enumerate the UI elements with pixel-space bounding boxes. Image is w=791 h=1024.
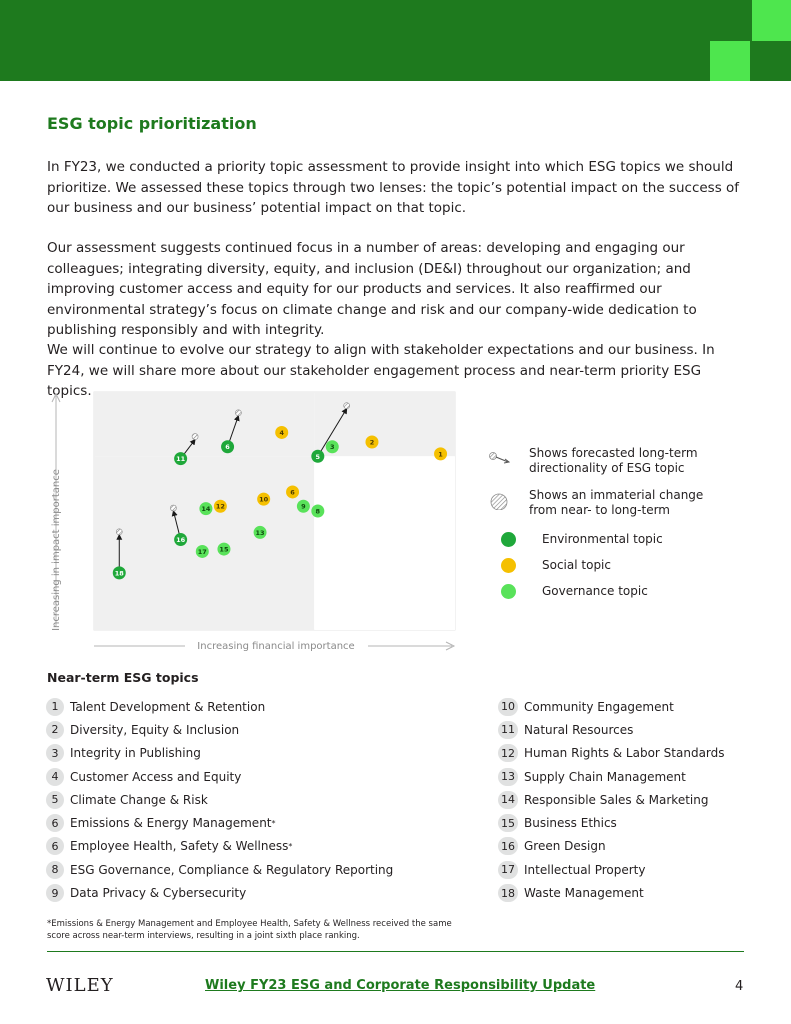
topic-label: Human Rights & Labor Standards <box>524 746 725 761</box>
legend-item-governance <box>488 584 722 599</box>
topic-label: Community Engagement <box>524 699 674 714</box>
topic-number-badge: 2 <box>46 721 64 739</box>
topic-number-badge: 12 <box>498 744 518 762</box>
topic-point-label: 1 <box>438 450 443 459</box>
header-banner <box>0 0 791 81</box>
legend-item-social <box>488 558 722 573</box>
legend-label: Governance topic <box>542 584 648 598</box>
topic-point-label: 18 <box>114 569 124 578</box>
arrow-icon <box>488 446 510 468</box>
topic-label: Intellectual Property <box>524 862 646 877</box>
topic-footnote-marker: * <box>288 841 293 851</box>
y-axis-label: Increasing in impact importance <box>51 469 62 631</box>
social-dot-icon <box>501 558 516 573</box>
environmental-dot-icon <box>501 532 516 547</box>
topic-point-label: 6 <box>290 488 295 497</box>
plot-quadrants <box>94 392 455 630</box>
paragraph: Our assessment suggests continued focus in a number of areas: developing and engaging our colleagues; integrating diversity, equity, and inclusion (DE&I) throughout our organization; and improving customer access and equity for our products and services. It also reaffirmed our environmental strategy’s focus on climate change and risk and our company-wide dedication to publishing responsibly and with integrity. <box>47 240 697 338</box>
forecast-ghost-marker <box>170 505 176 511</box>
y-axis <box>51 394 62 631</box>
header-accent-square <box>752 0 791 41</box>
topic-item <box>46 695 393 718</box>
topic-label: Employee Health, Safety & Wellness <box>70 839 289 854</box>
topic-item <box>46 858 393 881</box>
topic-label: Customer Access and Equity <box>70 769 242 784</box>
topic-number-badge: 18 <box>498 884 518 902</box>
topic-point-label: 13 <box>255 528 265 537</box>
legend-item-environmental <box>488 532 722 547</box>
footnote: *Emissions & Energy Management and Employee Health, Safety & Wellness received the same score across near-term interviews, resulting in a joint sixth place ranking. <box>47 919 452 941</box>
topic-number-badge: 4 <box>46 768 64 786</box>
topic-label: Diversity, Equity & Inclusion <box>70 722 240 737</box>
forecast-ghost-marker <box>116 529 122 535</box>
topic-number-badge: 13 <box>498 768 518 786</box>
topic-number-badge: 5 <box>46 791 64 809</box>
header-accent-square <box>710 41 750 81</box>
topic-point-label: 10 <box>259 495 269 504</box>
topic-label: ESG Governance, Compliance & Regulatory Reporting <box>70 862 394 877</box>
topic-number-badge: 9 <box>46 884 64 902</box>
topic-number-badge: 1 <box>46 698 64 716</box>
topic-label: Waste Management <box>524 886 644 901</box>
topic-item <box>498 881 725 904</box>
topic-point-label: 11 <box>176 455 186 464</box>
topic-label: Climate Change & Risk <box>70 792 208 807</box>
topic-item <box>498 718 725 741</box>
topic-label: Talent Development & Retention <box>70 699 266 714</box>
topic-point-label: 4 <box>279 428 284 437</box>
wiley-logo: WILEY <box>46 975 114 996</box>
topic-point-label: 8 <box>315 507 321 516</box>
topic-item <box>498 742 725 765</box>
topic-item <box>46 811 393 834</box>
forecast-ghost-marker <box>344 403 350 409</box>
topic-point-label: 17 <box>197 547 207 556</box>
topic-point-label: 12 <box>215 502 225 511</box>
topic-label: Business Ethics <box>524 816 617 831</box>
section-title: ESG topic prioritization <box>47 114 257 133</box>
legend-item-immaterial <box>488 488 709 518</box>
topics-title: Near-term ESG topics <box>47 670 199 685</box>
topic-label: Emissions & Energy Management <box>70 816 272 831</box>
topic-point-label: 3 <box>329 443 335 452</box>
topic-point-label: 5 <box>315 452 321 461</box>
topic-number-badge: 6 <box>46 837 64 855</box>
hatched-circle-icon <box>488 488 510 510</box>
topic-label: Responsible Sales & Marketing <box>524 792 709 807</box>
topic-point-label: 15 <box>219 545 229 554</box>
topic-number-badge: 16 <box>498 837 518 855</box>
materiality-chart-svg <box>40 388 460 656</box>
topic-number-badge: 15 <box>498 814 518 832</box>
topic-number-badge: 8 <box>46 861 64 879</box>
topic-point-label: 16 <box>176 536 186 545</box>
topic-item <box>46 718 393 741</box>
legend-label: Shows an immaterial change from near- to long-term <box>529 488 704 517</box>
topic-label: Data Privacy & Cybersecurity <box>70 886 247 901</box>
topic-point-label: 2 <box>369 438 375 447</box>
topic-label: Green Design <box>524 839 606 854</box>
topic-item <box>46 765 393 788</box>
paragraph: We will continue to evolve our strategy to align with stakeholder expectations and our business. In FY24, we will share more about our stakeholder engagement process and near-term priority ESG topics. <box>47 342 715 399</box>
governance-dot-icon <box>501 584 516 599</box>
footer-divider <box>47 951 744 952</box>
topic-item <box>46 835 393 858</box>
topic-label: Integrity in Publishing <box>70 746 201 761</box>
topic-number-badge: 10 <box>498 698 518 716</box>
report-title-link[interactable]: Wiley FY23 ESG and Corporate Responsibility Update <box>205 978 596 993</box>
topic-item <box>498 835 725 858</box>
forecast-ghost-marker <box>192 434 198 440</box>
legend-label: Shows forecasted long-term directionality of ESG topic <box>529 446 698 475</box>
topic-list-right <box>498 695 725 905</box>
topic-list-left <box>46 695 393 905</box>
topic-label: Supply Chain Management <box>524 769 686 784</box>
quadrant-bottom-right <box>314 456 455 630</box>
topic-number-badge: 11 <box>498 721 518 739</box>
topic-item <box>46 788 393 811</box>
topic-label: Natural Resources <box>524 722 634 737</box>
topic-item <box>498 765 725 788</box>
topic-item <box>498 858 725 881</box>
quadrant-top-left <box>94 392 314 456</box>
topic-number-badge: 6 <box>46 814 64 832</box>
legend-item-forecast <box>488 446 709 476</box>
topic-item <box>498 695 725 718</box>
x-axis <box>94 641 454 652</box>
topic-item <box>46 742 393 765</box>
topic-number-badge: 17 <box>498 861 518 879</box>
topic-number-badge: 14 <box>498 791 518 809</box>
topic-point-label: 6 <box>225 443 230 452</box>
legend-label: Environmental topic <box>542 532 663 546</box>
materiality-chart <box>40 388 460 660</box>
legend-label: Social topic <box>542 558 611 572</box>
topic-footnote-marker: * <box>271 818 276 828</box>
topic-item <box>498 788 725 811</box>
forecast-ghost-marker <box>235 410 241 416</box>
topic-point-label: 9 <box>301 502 306 511</box>
x-axis-label: Increasing financial importance <box>197 641 355 652</box>
page-number: 4 <box>735 979 744 994</box>
topic-item <box>498 811 725 834</box>
topic-point-label: 14 <box>201 505 211 514</box>
quadrant-bottom-left <box>94 456 314 630</box>
topic-number-badge: 3 <box>46 744 64 762</box>
topic-item <box>46 881 393 904</box>
paragraph: In FY23, we conducted a priority topic assessment to provide insight into which ESG topics we should prioritize. We assessed these topics through two lenses: the topic’s potential impact on the success of our business and our business’ potential impact on that topic. <box>47 159 740 216</box>
